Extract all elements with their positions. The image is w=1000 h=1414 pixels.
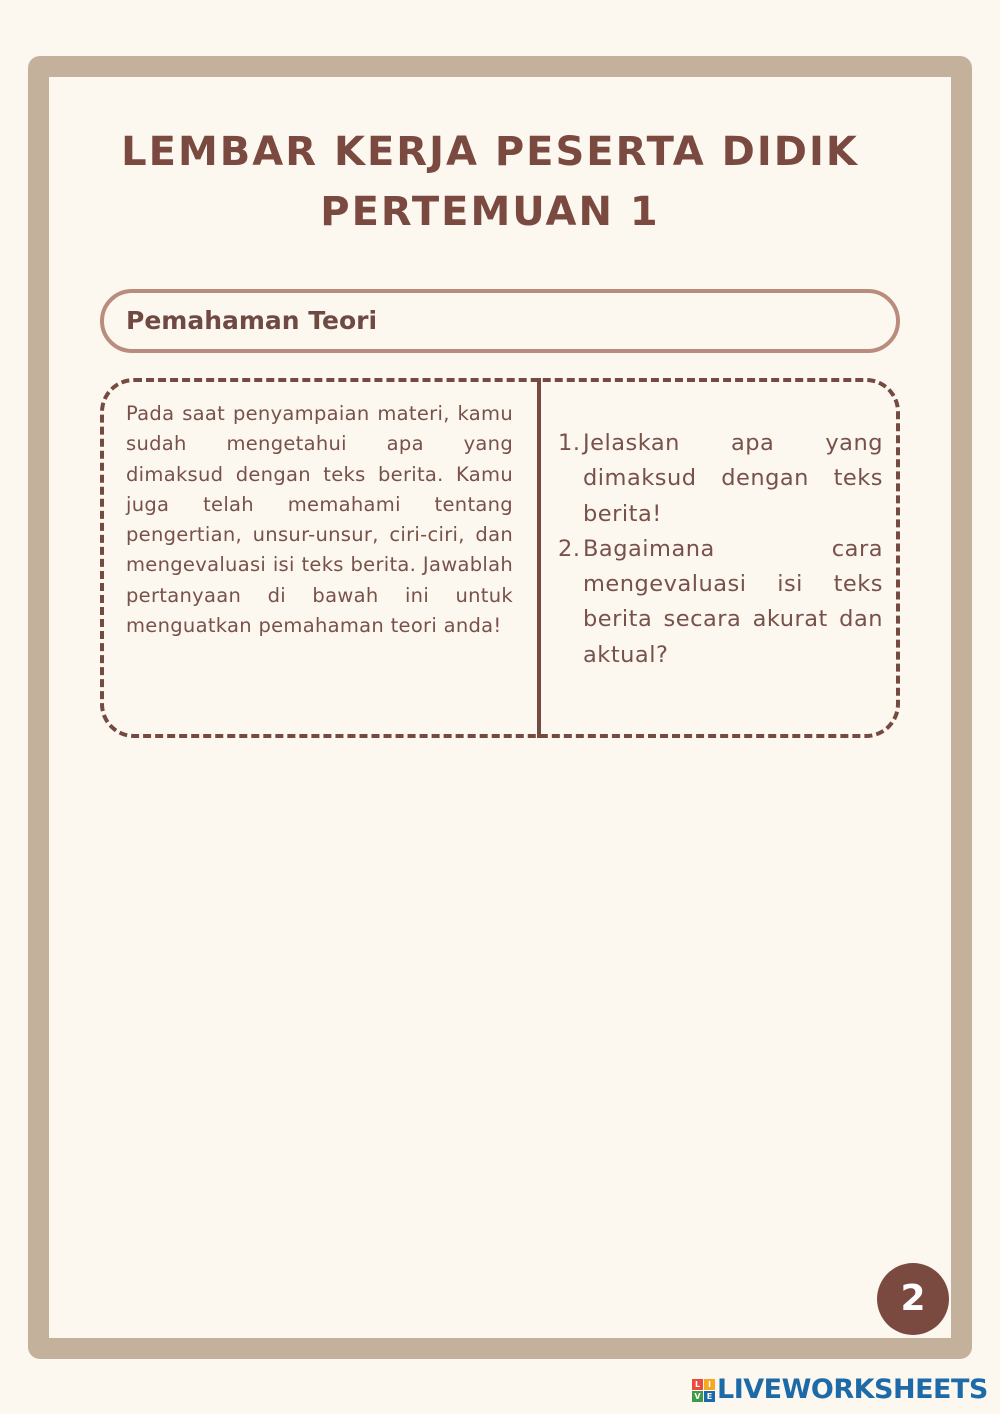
- section-label: Pemahaman Teori: [126, 306, 378, 335]
- logo-grid-icon: [692, 1379, 715, 1402]
- question-number: 1.: [558, 430, 581, 456]
- question-item: [558, 532, 883, 673]
- logo-letter: E: [704, 1391, 715, 1402]
- question-number: 2.: [558, 535, 581, 562]
- page-number-badge: 2: [877, 1263, 949, 1335]
- intro-paragraph: Pada saat penyampaian materi, kamu sudah mengetahui apa yang dimaksud dengan teks berita. Kamu juga telah memahami tentang pengertian, unsur-unsur, ciri-ciri, dan mengevaluasi isi teks berita. Jawablah pertanyaan di bawah ini untuk menguatkan pemahaman teori anda!: [126, 402, 513, 638]
- title-line-1: LEMBAR KERJA PESERTA DIDIK: [121, 129, 859, 175]
- logo-letter: I: [704, 1379, 715, 1390]
- question-item: [558, 426, 883, 532]
- logo-letter: V: [692, 1391, 703, 1402]
- question-text: Jelaskan apa yang dimaksud dengan teks berita!: [583, 430, 883, 527]
- brand-name: LIVEWORKSHEETS: [717, 1374, 988, 1405]
- title-line-2: PERTEMUAN 1: [320, 189, 660, 235]
- logo-letter: L: [692, 1379, 703, 1390]
- worksheet-title: [100, 122, 880, 242]
- question-list: [558, 426, 883, 673]
- section-header: [100, 289, 900, 353]
- liveworksheets-logo[interactable]: [692, 1373, 988, 1407]
- question-text: Bagaimana cara mengevaluasi isi teks berita secara akurat dan aktual?: [583, 535, 883, 668]
- column-divider: [537, 378, 541, 738]
